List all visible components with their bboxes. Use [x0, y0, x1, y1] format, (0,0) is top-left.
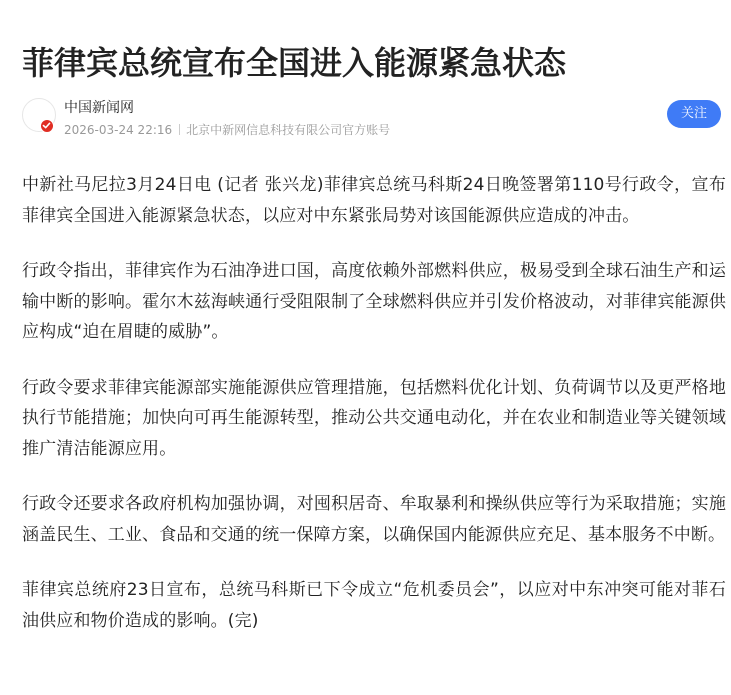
verified-badge-icon	[40, 119, 54, 133]
publish-time: 2026-03-24 22:16	[64, 123, 173, 137]
meta-divider	[179, 124, 180, 135]
source-name[interactable]: 中国新闻网	[64, 100, 134, 116]
article-meta	[64, 122, 390, 138]
follow-button[interactable]: 关注	[667, 100, 721, 128]
article-body	[22, 170, 726, 661]
paragraph: 菲律宾总统府23日宣布，总统马科斯已下令成立“危机委员会”，以应对中东冲突可能对菲石油供应和物价造成的影响。(完)	[22, 580, 726, 631]
paragraph: 行政令要求菲律宾能源部实施能源供应管理措施，包括燃料优化计划、负荷调节以及更严格地执行节能措施；加快向可再生能源转型，推动公共交通电动化，并在农业和制造业等关键领域推广清洁能源应用。	[22, 377, 726, 459]
paragraph: 行政令还要求各政府机构加强协调，对囤积居奇、牟取暴利和操纵供应等行为采取措施；实施涵盖民生、工业、食品和交通的统一保障方案，以确保国内能源供应充足、基本服务不中断。	[22, 494, 726, 545]
account-description: 北京中新网信息科技有限公司官方账号	[186, 123, 391, 137]
author-bar	[22, 96, 722, 146]
paragraph: 中新社马尼拉3月24日电 (记者 张兴龙)菲律宾总统马科斯24日晚签署第110号行政令，宣布菲律宾全国进入能源紧急状态，以应对中东紧张局势对该国能源供应造成的冲击。	[22, 175, 726, 226]
article-title: 菲律宾总统宣布全国进入能源紧急状态	[22, 44, 567, 83]
paragraph: 行政令指出，菲律宾作为石油净进口国，高度依赖外部燃料供应，极易受到全球石油生产和运输中断的影响。霍尔木兹海峡通行受阻限制了全球燃料供应并引发价格波动，对菲律宾能源供应构成“迫在眉睫的威胁”。	[22, 261, 726, 342]
